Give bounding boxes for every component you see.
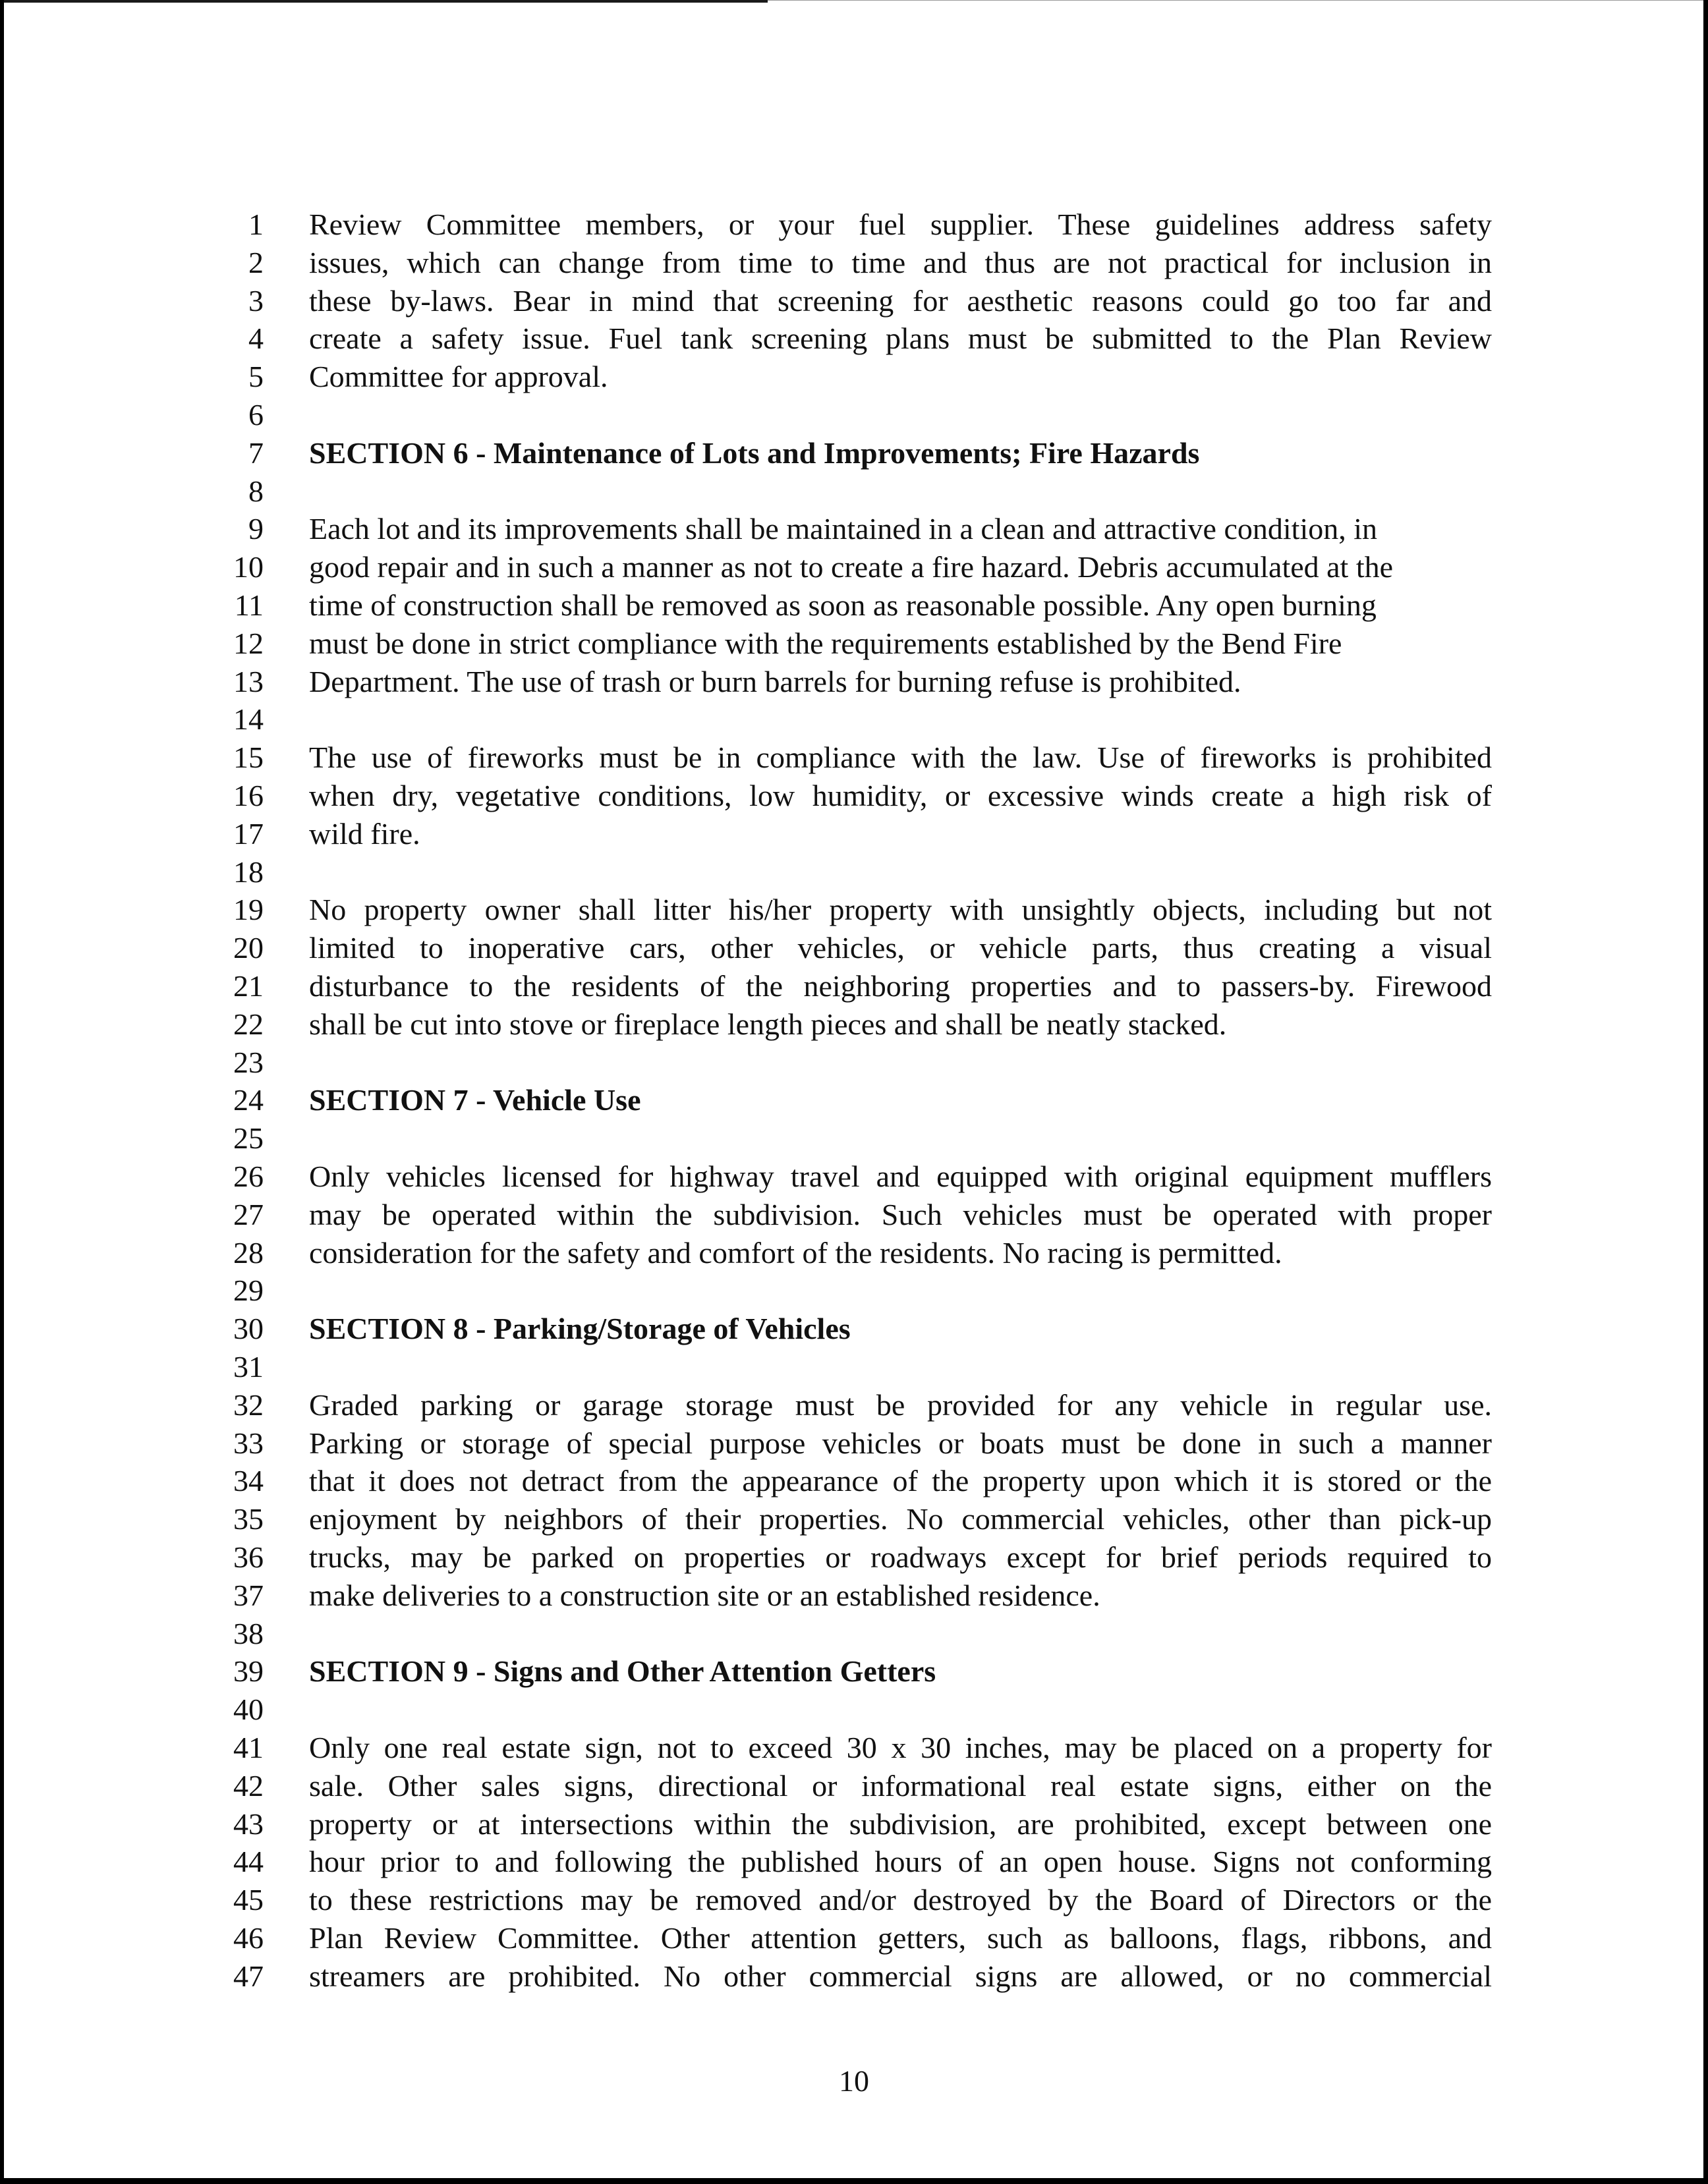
line-number: 21 [233, 969, 264, 1003]
line-text: Department. The use of trash or burn barrels for burning refuse is prohibited. [309, 664, 1241, 698]
line-number: 42 [233, 1768, 264, 1803]
line-number: 6 [248, 398, 264, 432]
line-number: 38 [233, 1616, 264, 1650]
line-number: 10 [233, 550, 264, 584]
line-text: Only vehicles licensed for highway travel and equipped with original equipment mufflers [309, 1160, 1492, 1193]
line-number: 28 [233, 1235, 264, 1270]
document-line [0, 1691, 1708, 1729]
line-number: 16 [233, 779, 264, 812]
document-line [0, 891, 1708, 929]
line-number: 5 [248, 360, 264, 394]
line-number: 29 [233, 1274, 264, 1308]
line-text: Plan Review Committee. Other attention getters, such as balloons, flags, ribbons, and [309, 1921, 1492, 1955]
line-number: 45 [233, 1883, 264, 1917]
document-line [0, 586, 1708, 625]
line-text: No property owner shall litter his/her property with unsightly objects, including but not [309, 893, 1492, 927]
line-number: 4 [248, 322, 264, 356]
line-number: 1 [248, 208, 264, 241]
document-line [0, 777, 1708, 815]
line-text: make deliveries to a construction site or an established residence. [309, 1578, 1100, 1612]
line-number: 37 [233, 1578, 264, 1612]
document-line [0, 1767, 1708, 1805]
line-text: may be operated within the subdivision. Such vehicles must be operated with proper [309, 1197, 1492, 1231]
line-number: 30 [233, 1312, 264, 1346]
line-number: 46 [233, 1921, 264, 1955]
line-number: 31 [233, 1350, 264, 1384]
line-number: 39 [233, 1654, 264, 1689]
line-number: 2 [248, 245, 264, 279]
section-heading: SECTION 9 - Signs and Other Attention Getters [309, 1654, 936, 1689]
line-text: The use of fireworks must be in compliance with the law. Use of fireworks is prohibited [309, 741, 1492, 775]
document-line [0, 1119, 1708, 1158]
document-line [0, 1386, 1708, 1424]
document-line [0, 1310, 1708, 1348]
document-line [0, 929, 1708, 967]
line-number: 22 [233, 1007, 264, 1041]
document-line [0, 1881, 1708, 1919]
line-text: must be done in strict compliance with the requirements established by the Bend Fire [309, 626, 1342, 660]
line-number: 33 [233, 1426, 264, 1460]
line-text: shall be cut into stove or fireplace length pieces and shall be neatly stacked. [309, 1007, 1227, 1041]
line-number: 23 [233, 1045, 264, 1079]
document-line [0, 1081, 1708, 1119]
line-number: 13 [233, 664, 264, 698]
document-line [0, 396, 1708, 434]
line-number: 40 [233, 1693, 264, 1727]
line-number: 43 [233, 1806, 264, 1841]
section-heading: SECTION 7 - Vehicle Use [309, 1083, 641, 1117]
document-line [0, 1234, 1708, 1272]
line-text: when dry, vegetative conditions, low humidity, or excessive winds create a high risk of [309, 779, 1492, 812]
line-number: 20 [233, 931, 264, 965]
line-text: Committee for approval. [309, 360, 608, 394]
document-line [0, 472, 1708, 511]
document-line [0, 1805, 1708, 1843]
document-line [0, 1348, 1708, 1386]
line-number: 15 [233, 741, 264, 775]
line-text: Graded parking or garage storage must be provided for any vehicle in regular use. [309, 1387, 1492, 1422]
line-text: trucks, may be parked on properties or roadways except for brief periods required to [309, 1540, 1492, 1574]
document-line [0, 1044, 1708, 1082]
document-line [0, 1957, 1708, 1996]
page-number: 10 [839, 2064, 869, 2098]
document-line [0, 1462, 1708, 1500]
document-line [0, 1577, 1708, 1615]
line-number: 24 [233, 1083, 264, 1117]
document-line [0, 1272, 1708, 1310]
line-number: 34 [233, 1464, 264, 1498]
document-line [0, 663, 1708, 701]
document-line [0, 1158, 1708, 1196]
document-line [0, 1615, 1708, 1653]
line-number: 3 [248, 283, 264, 318]
line-number: 26 [233, 1160, 264, 1193]
document-line [0, 815, 1708, 853]
line-text: time of construction shall be removed as soon as reasonable possible. Any open burning [309, 588, 1377, 622]
document-line [0, 1919, 1708, 1957]
document-line [0, 967, 1708, 1005]
line-number: 27 [233, 1197, 264, 1231]
line-text: that it does not detract from the appearance of the property upon which it is stored or the [309, 1464, 1492, 1498]
line-text: sale. Other sales signs, directional or informational real estate signs, either on the [309, 1768, 1492, 1803]
document-line [0, 1005, 1708, 1044]
line-text: hour prior to and following the published hours of an open house. Signs not conforming [309, 1845, 1492, 1879]
document-line [0, 1729, 1708, 1767]
line-number: 17 [233, 816, 264, 851]
line-number: 12 [233, 626, 264, 660]
document-line [0, 1652, 1708, 1691]
line-number: 25 [233, 1121, 264, 1156]
line-text: consideration for the safety and comfort of the residents. No racing is permitted. [309, 1235, 1282, 1270]
document-line [0, 1538, 1708, 1577]
line-text: good repair and in such a manner as not to create a fire hazard. Debris accumulated at the [309, 550, 1394, 584]
section-heading: SECTION 8 - Parking/Storage of Vehicles [309, 1312, 851, 1346]
line-text: create a safety issue. Fuel tank screening plans must be submitted to the Plan Review [309, 322, 1492, 356]
document-line [0, 282, 1708, 320]
section-heading: SECTION 6 - Maintenance of Lots and Improvements; Fire Hazards [309, 435, 1200, 470]
line-number: 44 [233, 1845, 264, 1879]
document-line [0, 1843, 1708, 1881]
line-number: 18 [233, 854, 264, 889]
line-text: property or at intersections within the subdivision, are prohibited, except between one [309, 1806, 1492, 1841]
line-text: Each lot and its improvements shall be maintained in a clean and attractive condition, in [309, 512, 1378, 546]
line-number: 36 [233, 1540, 264, 1574]
document-line [0, 700, 1708, 739]
line-text: limited to inoperative cars, other vehicles, or vehicle parts, thus creating a visual [309, 931, 1492, 965]
document-line [0, 1196, 1708, 1234]
line-number: 19 [233, 893, 264, 927]
line-number: 32 [233, 1387, 264, 1422]
line-text: issues, which can change from time to time and thus are not practical for inclusion in [309, 245, 1492, 279]
document-line [0, 434, 1708, 472]
document-line [0, 358, 1708, 396]
document-line [0, 1500, 1708, 1538]
document-line [0, 853, 1708, 891]
line-text: wild fire. [309, 816, 420, 851]
document-line [0, 206, 1708, 244]
line-number: 14 [233, 702, 264, 737]
line-number: 41 [233, 1731, 264, 1764]
document-line [0, 510, 1708, 548]
document-line [0, 244, 1708, 282]
line-text: disturbance to the residents of the neighboring properties and to passers-by. Firewood [309, 969, 1492, 1003]
document-line [0, 320, 1708, 358]
document-line [0, 739, 1708, 777]
document-line [0, 1424, 1708, 1463]
line-number: 7 [248, 435, 264, 470]
line-number: 11 [234, 588, 264, 622]
line-text: streamers are prohibited. No other commercial signs are allowed, or no commercial [309, 1959, 1492, 1993]
line-text: enjoyment by neighbors of their properties. No commercial vehicles, other than pick-up [309, 1502, 1492, 1536]
line-text: Parking or storage of special purpose vehicles or boats must be done in such a manner [309, 1426, 1492, 1460]
line-text: to these restrictions may be removed and/or destroyed by the Board of Directors or the [309, 1883, 1492, 1917]
line-number: 8 [248, 474, 264, 508]
document-line [0, 625, 1708, 663]
line-text: these by-laws. Bear in mind that screening for aesthetic reasons could go too far and [309, 283, 1492, 318]
line-text: Only one real estate sign, not to exceed 30 x 30 inches, may be placed on a property for [309, 1731, 1492, 1764]
line-text: Review Committee members, or your fuel supplier. These guidelines address safety [309, 208, 1492, 241]
line-number: 47 [233, 1959, 264, 1993]
line-number: 9 [248, 512, 264, 546]
line-number: 35 [233, 1502, 264, 1536]
document-line [0, 548, 1708, 586]
